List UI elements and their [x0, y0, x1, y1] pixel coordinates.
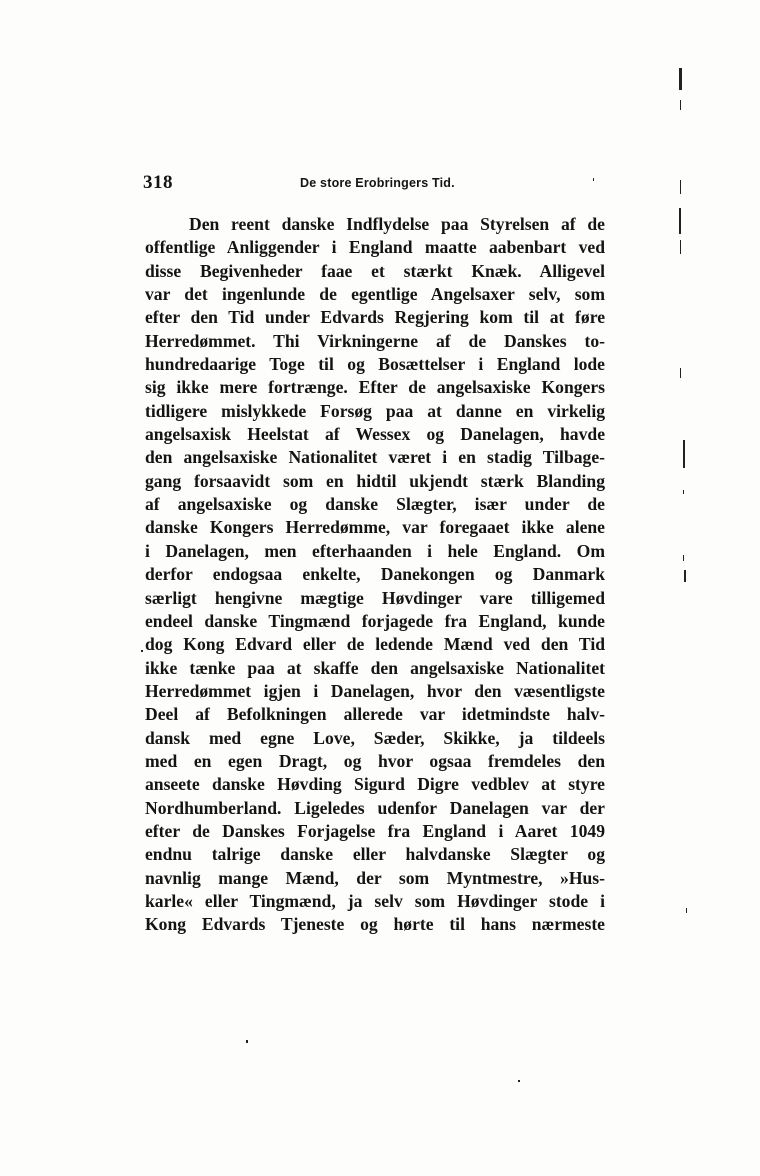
text-line: med en egen Dragt, og hvor ogsaa fremdeles den [145, 750, 605, 771]
scan-speck [683, 490, 684, 494]
text-line: dog Kong Edvard eller de ledende Mænd ved den Tid [145, 634, 605, 655]
scan-speck [680, 180, 681, 194]
scan-speck [680, 240, 681, 254]
text-line: Herredømmet igjen i Danelagen, hvor den væsentligste [145, 680, 605, 701]
running-head [143, 172, 603, 194]
scan-speck [683, 440, 685, 468]
scan-speck [680, 100, 681, 110]
scan-speck [141, 650, 143, 652]
text-line: gang forsaavidt som en hidtil ukjendt stærk Blanding [145, 470, 605, 491]
scan-speck [683, 555, 684, 561]
scan-speck [593, 178, 594, 181]
scan-speck [518, 1080, 520, 1082]
scan-speck [684, 570, 686, 582]
text-line: dansk med egne Love, Sæder, Skikke, ja tildeels [145, 727, 605, 748]
text-line: navnlig mange Mænd, der som Myntmestre, »Hus- [145, 867, 605, 888]
text-line: var det ingenlunde de egentlige Angelsaxer selv, som [145, 284, 605, 305]
text-line: Den reent danske Indflydelse paa Styrelsen af de [189, 214, 605, 234]
text-line: disse Begivenheder faae et stærkt Knæk. Alligevel [145, 260, 605, 281]
scan-speck [679, 208, 681, 234]
text-line: tidligere mislykkede Forsøg paa at danne en virkelig [145, 400, 605, 421]
scan-speck [680, 368, 681, 378]
text-line: danske Kongers Herredømme, var foregaaet ikke alene [145, 517, 605, 538]
text-line: Nordhumberland. Ligeledes udenfor Danelagen var der [145, 797, 605, 818]
text-line: af angelsaxiske og danske Slægter, især under de [145, 494, 605, 515]
text-line: offentlige Anliggender i England maatte aabenbart ved [145, 237, 605, 258]
text-line: hundredaarige Toge til og Bosættelser i England lode [145, 354, 605, 375]
text-line: Deel af Befolkningen allerede var idetmindste halv- [145, 704, 605, 725]
text-line: derfor endogsaa enkelte, Danekongen og Danmark [145, 564, 605, 585]
text-line: Kong Edvards Tjeneste og hørte til hans nærmeste [145, 914, 605, 935]
running-title: De store Erobringers Tid. [300, 176, 455, 190]
text-line: endnu talrige danske eller halvdanske Slægter og [145, 844, 605, 865]
scan-speck [679, 68, 682, 90]
text-line: særligt hengivne mægtige Høvdinger vare tilligemed [145, 587, 605, 608]
text-line: endeel danske Tingmænd forjagede fra England, kunde [145, 610, 605, 631]
text-line: karle« eller Tingmænd, ja selv som Høvdinger stode i [145, 890, 605, 911]
scan-speck [246, 1040, 248, 1043]
page-number: 318 [143, 172, 173, 193]
text-line: efter de Danskes Forjagelse fra England i Aaret 1049 [145, 820, 605, 841]
text-line: angelsaxisk Heelstat af Wessex og Danelagen, havde [145, 424, 605, 445]
body-text [145, 213, 605, 937]
text-line: ikke tænke paa at skaffe den angelsaxiske Nationalitet [145, 657, 605, 678]
text-line: anseete danske Høvding Sigurd Digre vedblev at styre [145, 774, 605, 795]
scan-speck [686, 908, 687, 913]
text-line: sig ikke mere fortrænge. Efter de angelsaxiske Kongers [145, 377, 605, 398]
text-line: i Danelagen, men efterhaanden i hele England. Om [145, 540, 605, 561]
text-line: Herredømmet. Thi Virkningerne af de Danskes to- [145, 330, 605, 351]
text-line: den angelsaxiske Nationalitet været i en stadig Tilbage- [145, 447, 605, 468]
text-line: efter den Tid under Edvards Regjering kom til at føre [145, 307, 605, 328]
